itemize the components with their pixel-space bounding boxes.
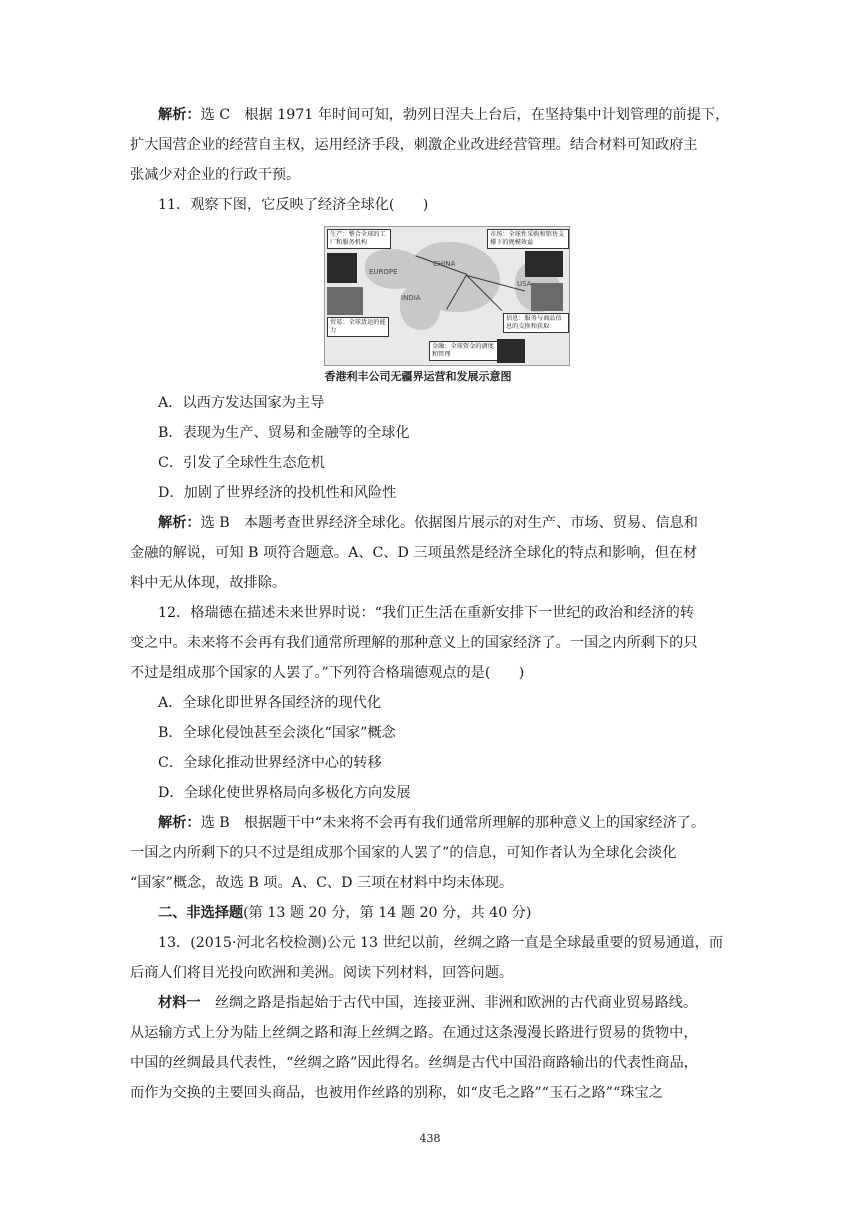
q11-option-c: C．引发了全球性生态危机 — [158, 455, 325, 471]
analysis-11 — [130, 508, 736, 538]
page-content — [130, 100, 736, 1108]
info-box: 信息：服务与商品信息的交换和获取 — [503, 313, 569, 333]
trade-box: 贸易：全球货运的能力 — [327, 317, 389, 337]
material-1-line3: 中国的丝绸最具代表性，“丝绸之路”因此得名。丝绸是古代中国沿商路输出的代表性商品， — [130, 1055, 698, 1071]
finance-photo — [497, 339, 525, 363]
analysis-12 — [130, 808, 736, 838]
q12-option-c: C．全球化推动世界经济中心的转移 — [158, 755, 382, 771]
analysis-11-line2: 金融的解说，可知 B 项符合题意。A、C、D 三项虽然是经济全球化的特点和影响，但在材 — [130, 545, 698, 561]
map-label-china: CHINA — [433, 260, 456, 268]
stem-source: 河北名校检测 — [236, 935, 322, 951]
analysis-12-line2: 一国之内所剩下的只不过是组成那个国家的人罢了”的信息，可知作者认为全球化会淡化 — [130, 845, 677, 861]
figure-caption: 香港利丰公司无疆界运营和发展示意图 — [324, 370, 512, 383]
section-note: (第 13 题 20 分，第 14 题 20 分，共 40 分) — [243, 905, 532, 921]
analysis-10 — [130, 100, 736, 130]
q12-option-b: B．全球化侵蚀甚至会淡化“国家”概念 — [158, 725, 396, 741]
analysis-10-line2: 扩大国营企业的经营自主权，运用经济手段，刺激企业改进经营管理。结合材料可知政府主 — [130, 137, 698, 153]
section-heading — [130, 898, 736, 928]
question-13-stem — [130, 928, 736, 958]
map-label-usa: USA — [517, 280, 532, 288]
analysis-text: 选 C 根据 1971 年时间可知，勃列日涅夫上台后，在坚持集中计划管理的前提下， — [200, 107, 730, 123]
material-label: 材料一 — [158, 995, 201, 1011]
question-12-stem-line3: 不过是组成那个国家的人罢了。”下列符合格瑞德观点的是( ) — [130, 665, 525, 681]
question-13-stem-line2: 后商人们将目光投向欧洲和美洲。阅读下列材料，回答问题。 — [130, 965, 514, 981]
section-title: 二、非选择题 — [158, 905, 244, 921]
finance-box: 金融：全球资金的调度和管理 — [429, 341, 499, 361]
globalization-map-figure — [324, 226, 570, 366]
analysis-11-line3: 料中无从体现，故排除。 — [130, 575, 287, 591]
q11-option-d: D．加剧了世界经济的投机性和风险性 — [158, 485, 397, 501]
q12-option-d: D．全球化使世界格局向多极化方向发展 — [158, 785, 411, 801]
question-12-stem: 12．格瑞德在描述未来世界时说：“我们正生活在重新安排下一世纪的政治和经济的转 — [158, 605, 695, 621]
market-photo — [525, 251, 563, 277]
material-1-line4: 而作为交换的主要回头商品，也被用作丝路的别称，如“皮毛之路”“玉石之路”“珠宝之 — [130, 1085, 663, 1101]
production-photo — [327, 253, 357, 283]
info-photo — [531, 283, 563, 311]
market-box: 市场：全球性采购和销售支撑下的规模效益 — [487, 229, 569, 249]
analysis-10-line3: 张减少对企业的行政干预。 — [130, 167, 301, 183]
q12-option-a: A．全球化即世界各国经济的现代化 — [158, 695, 382, 711]
question-11-stem: 11．观察下图，它反映了经济全球化( ) — [158, 197, 429, 213]
production-box: 生产：整合全球的工厂和服务机构 — [327, 229, 391, 249]
question-12-stem-line2: 变之中。未来将不会再有我们通常所理解的那种意义上的国家经济了。一国之内所剩下的只 — [130, 635, 698, 651]
q11-option-a: A．以西方发达国家为主导 — [158, 395, 325, 411]
analysis-label: 解析： — [158, 815, 201, 831]
page-number: 438 — [419, 1132, 441, 1145]
analysis-12-line3: “国家”概念，故选 B 项。A、C、D 三项在材料中均未体现。 — [130, 875, 514, 891]
map-label-india: INDIA — [401, 294, 421, 302]
analysis-text: 选 B 本题考查世界经济全球化。依据图片展示的对生产、市场、贸易、信息和 — [200, 515, 698, 531]
analysis-text: 选 B 根据题干中“未来将不会再有我们通常所理解的那种意义上的国家经济了。 — [200, 815, 706, 831]
stem-rest: )公元 13 世纪以前，丝绸之路一直是全球最重要的贸易通道，而 — [321, 935, 724, 951]
material-1-line2: 从运输方式上分为陆上丝绸之路和海上丝绸之路。在通过这条漫漫长路进行贸易的货物中， — [130, 1025, 698, 1041]
analysis-label: 解析： — [158, 515, 201, 531]
stem-prefix: 13．(2015· — [158, 935, 237, 951]
material-1 — [130, 988, 736, 1018]
q11-option-b: B．表现为生产、贸易和金融等的全球化 — [158, 425, 410, 441]
material-text: 丝绸之路是指起始于古代中国，连接亚洲、非洲和欧洲的古代商业贸易路线。 — [200, 995, 698, 1011]
analysis-label: 解析： — [158, 107, 201, 123]
map-label-europe: EUROPE — [369, 268, 398, 276]
trade-photo — [327, 287, 363, 315]
